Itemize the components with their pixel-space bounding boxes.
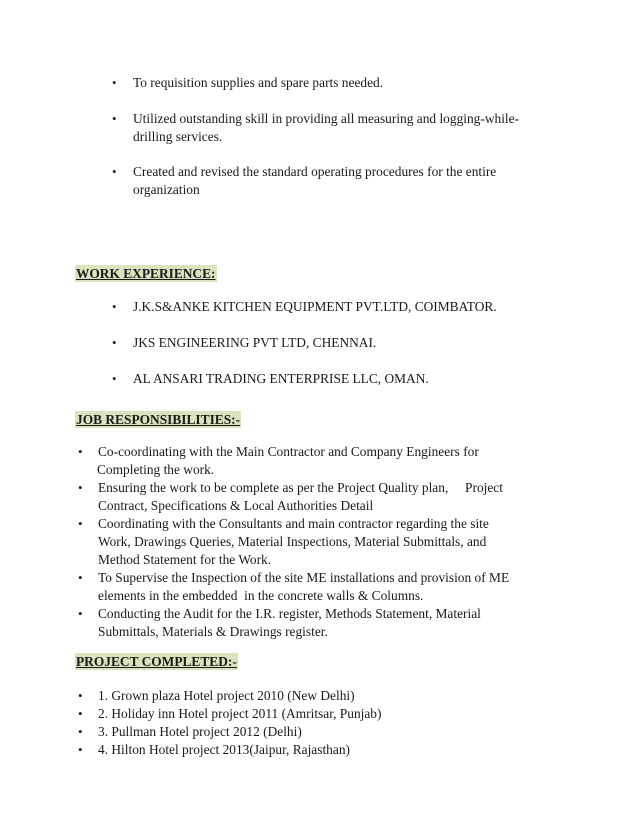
list-item: • Conducting the Audit for the I.R. register, Methods Statement, Material Submittals, Materials & Drawings register.	[98, 605, 548, 641]
job-responsibilities-heading: JOB RESPONSIBILITIES:-	[76, 412, 241, 427]
list-item: • 3. Pullman Hotel project 2012 (Delhi)	[98, 723, 548, 741]
list-item: • 4. Hilton Hotel project 2013(Jaipur, Rajasthan)	[98, 741, 548, 759]
job-responsibilities-list	[98, 443, 548, 641]
project-completed-heading: PROJECT COMPLETED:-	[76, 654, 237, 669]
list-item: • 2. Holiday inn Hotel project 2011 (Amritsar, Punjab)	[98, 705, 548, 723]
work-experience-heading: WORK EXPERIENCE:	[76, 266, 216, 281]
work-experience-list	[133, 298, 573, 406]
list-item: • To requisition supplies and spare parts needed.	[133, 74, 573, 92]
list-item: • Co-coordinating with the Main Contractor and Company Engineers for Completing the work.	[98, 443, 548, 479]
list-item: • Coordinating with the Consultants and main contractor regarding the site Work, Drawings Queries, Material Inspections, Material Submittals, and Method Statement for the Work.	[98, 515, 548, 569]
list-item: • Created and revised the standard operating procedures for the entire organization	[133, 163, 573, 199]
list-item: • Utilized outstanding skill in providing all measuring and logging-while- drilling services.	[133, 110, 573, 146]
top-bullet-list	[133, 74, 573, 217]
list-item: • Ensuring the work to be complete as per the Project Quality plan, Project Contract, Specifications & Local Authorities Detail	[98, 479, 548, 515]
list-item: • AL ANSARI TRADING ENTERPRISE LLC, OMAN.	[133, 370, 573, 388]
list-item: • To Supervise the Inspection of the site ME installations and provision of ME elements in the embedded in the concrete walls & Columns.	[98, 569, 548, 605]
project-completed-list	[98, 687, 548, 759]
list-item: • JKS ENGINEERING PVT LTD, CHENNAI.	[133, 334, 573, 352]
list-item: • J.K.S&ANKE KITCHEN EQUIPMENT PVT.LTD, COIMBATOR.	[133, 298, 573, 316]
list-item: • 1. Grown plaza Hotel project 2010 (New Delhi)	[98, 687, 548, 705]
